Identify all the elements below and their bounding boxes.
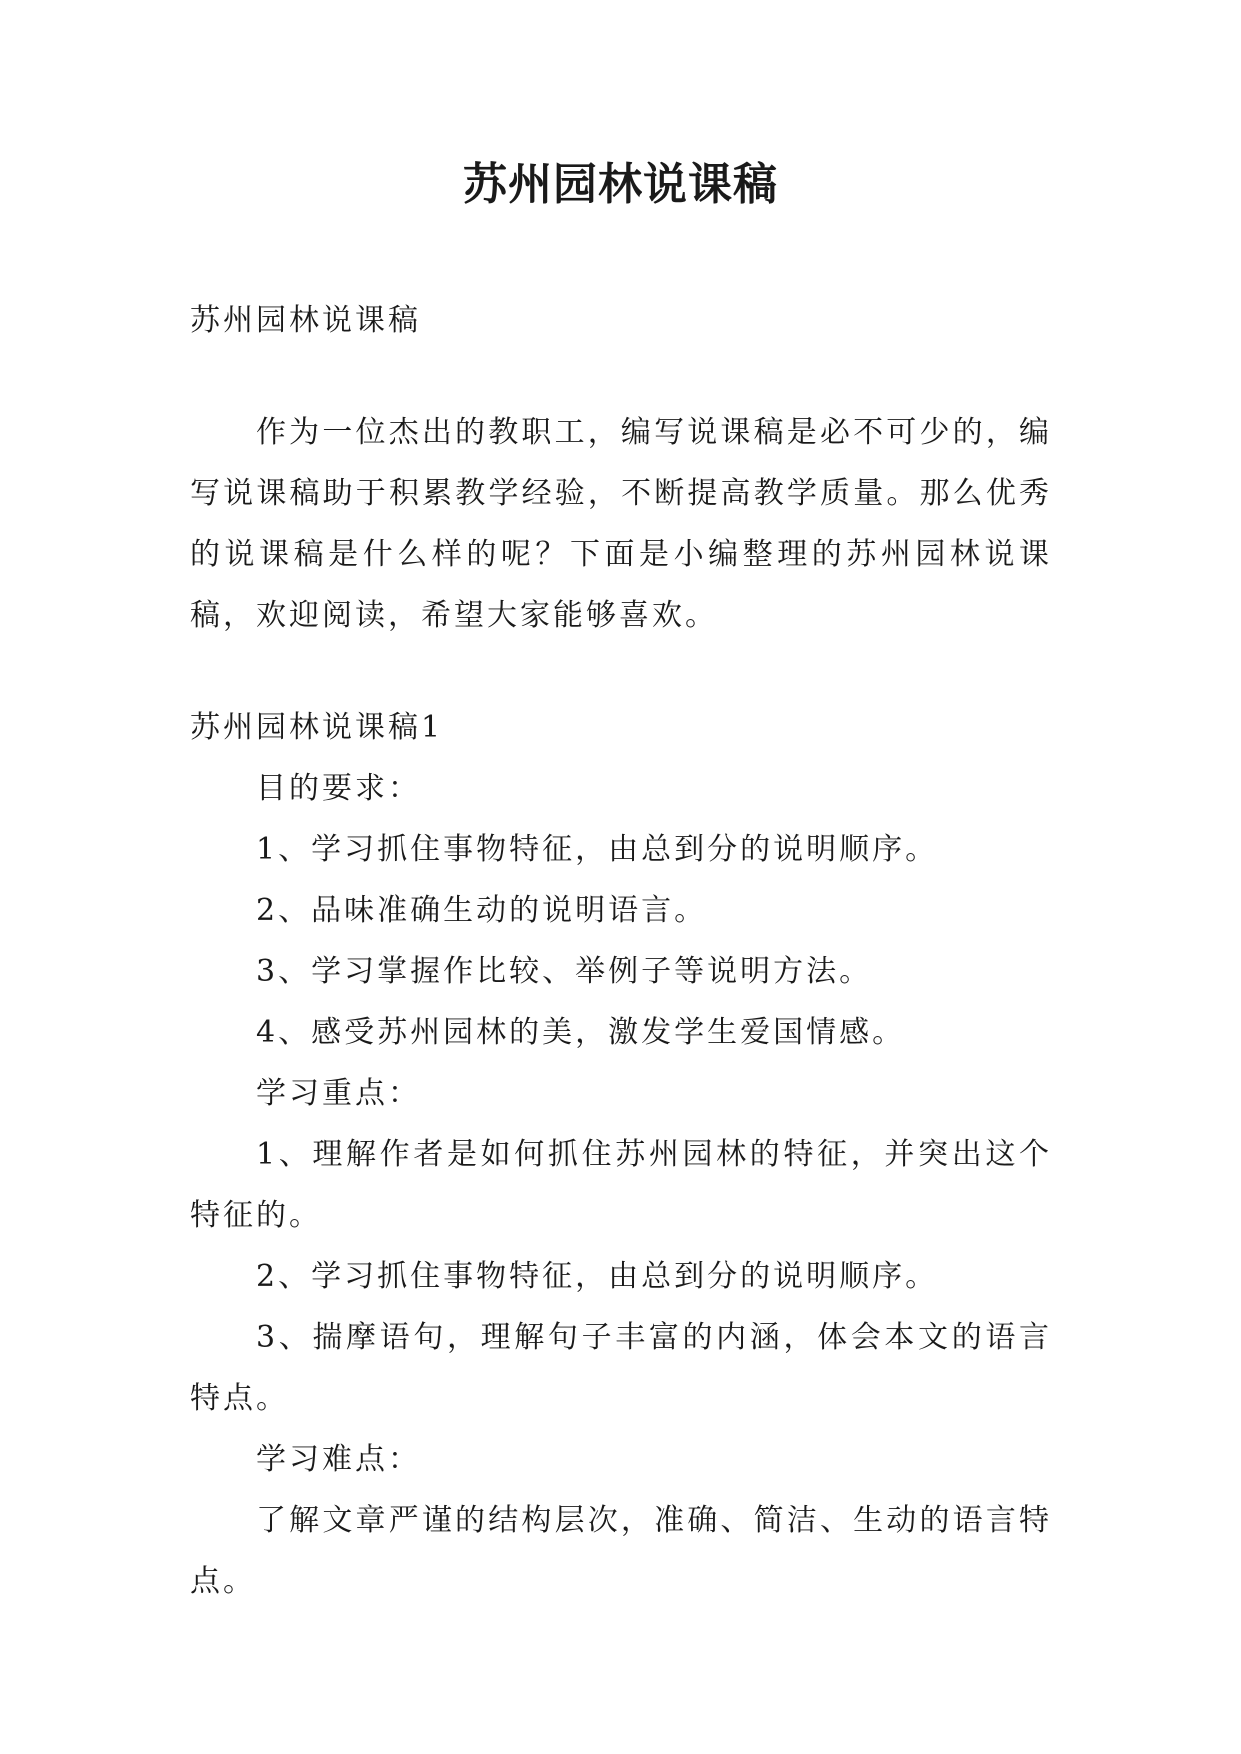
goal-item: 4、感受苏州园林的美，激发学生爱国情感。 [256, 1015, 906, 1050]
section-heading: 苏州园林说课稿1 [190, 710, 444, 745]
key-point-item: 3、揣摩语句，理解句子丰富的内涵，体会本文的语言特点。 [190, 1320, 1052, 1416]
difficulty-text: 了解文章严谨的结构层次，准确、简洁、生动的语言特点。 [190, 1503, 1052, 1599]
document-subtitle: 苏州园林说课稿 [190, 303, 421, 338]
key-points-heading: 学习重点： [256, 1076, 421, 1111]
goal-item: 3、学习掌握作比较、举例子等说明方法。 [256, 954, 873, 989]
difficulty-heading: 学习难点： [256, 1442, 421, 1477]
goals-heading: 目的要求： [256, 771, 421, 806]
goal-item: 2、品味准确生动的说明语言。 [256, 893, 708, 928]
key-point-item: 2、学习抓住事物特征，由总到分的说明顺序。 [256, 1259, 939, 1294]
goal-item: 1、学习抓住事物特征，由总到分的说明顺序。 [256, 832, 939, 867]
key-point-item: 1、理解作者是如何抓住苏州园林的特征，并突出这个特征的。 [190, 1137, 1052, 1233]
document-title: 苏州园林说课稿 [463, 159, 778, 210]
intro-paragraph: 作为一位杰出的教职工，编写说课稿是必不可少的，编写说课稿助于积累教学经验，不断提高教学质量。那么优秀的说课稿是什么样的呢？下面是小编整理的苏州园林说课稿，欢迎阅读，希望大家能够喜欢。 [190, 415, 1052, 633]
document-body [190, 290, 1052, 1612]
